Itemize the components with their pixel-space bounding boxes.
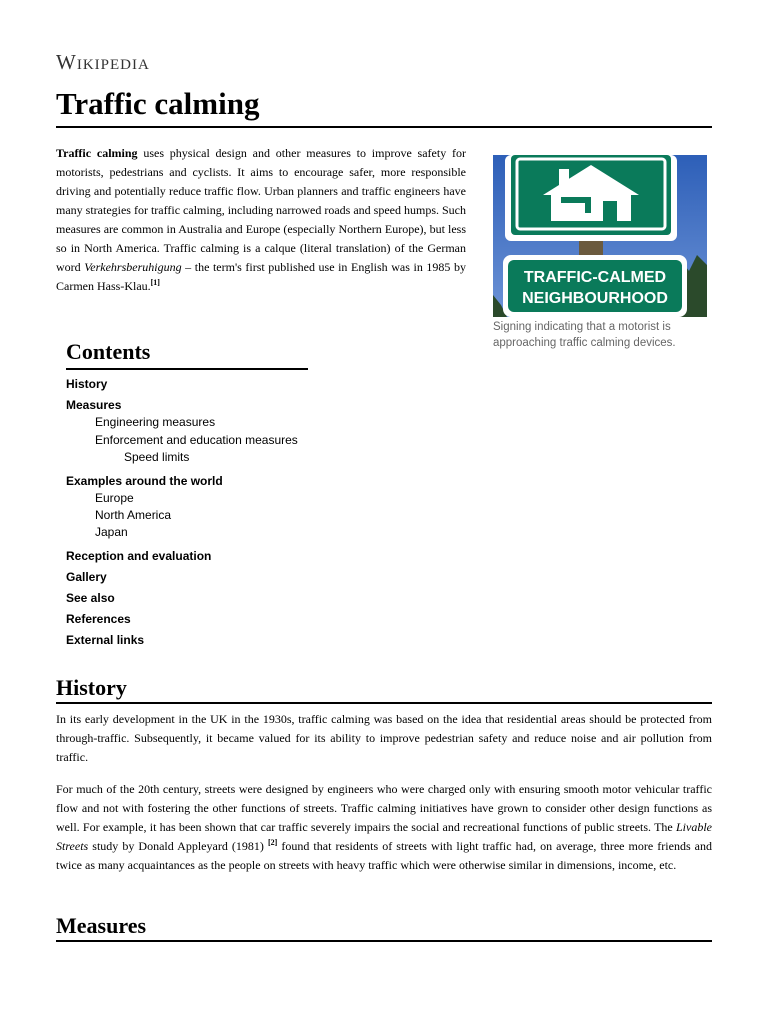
- toc-item-gallery[interactable]: Gallery: [66, 570, 107, 584]
- toc-item-measures[interactable]: Measures: [66, 398, 122, 412]
- reference-link-1[interactable]: [1]: [150, 278, 160, 287]
- history-p2-text-b: study by Donald Appleyard (1981): [88, 839, 264, 853]
- traffic-calmed-sign-image[interactable]: [493, 155, 707, 317]
- history-p2-text-c: found that residents of streets with light traffic had, on average, three more friends and twice as many acquaintances as the people on streets with heavy traffic which were otherwise similar in dimensions, income, etc.: [56, 839, 713, 872]
- toc-item-europe[interactable]: Europe: [95, 491, 134, 505]
- toc-item-examples[interactable]: Examples around the world: [66, 474, 223, 488]
- wikipedia-wordmark[interactable]: Wikipedia: [56, 50, 150, 74]
- history-p2-text-a: For much of the 20th century, streets were designed by engineers who were charged only with ensuring smooth motor vehicular traffic flow and not with fostering the other functions of streets. Traffic calming initiatives have grown to consider other design functions as well. For example, it has been shown that car traffic severely impairs the social and recreational functions of public streets. The: [56, 782, 712, 834]
- intro-text-a: uses physical design and other measures to improve safety for motorists, pedestrians and cyclists. It aims to encourage safer, more responsible driving and potentially reduce traffic flow. Urban planners and traffic engineers have many strategies for traffic calming, including narrowed roads and speed humps. Such measures are common in Australia and Europe (especially Northern Europe), but less so in North America. Traffic calming is a calque (literal translation) of the German word: [56, 146, 466, 274]
- toc-item-japan[interactable]: Japan: [95, 525, 128, 539]
- intro-paragraph: [56, 144, 466, 296]
- history-divider: [56, 702, 712, 704]
- toc-item-see-also[interactable]: See also: [66, 591, 115, 605]
- intro-bold-term: Traffic calming: [56, 146, 138, 160]
- intro-italic-term: Verkehrsberuhigung: [84, 260, 182, 274]
- measures-divider: [56, 940, 712, 942]
- toc-item-speed-limits[interactable]: Speed limits: [124, 450, 190, 464]
- table-of-contents: [66, 338, 308, 649]
- toc-item-external-links[interactable]: External links: [66, 633, 145, 647]
- measures-heading: Measures: [56, 913, 147, 938]
- title-divider: [56, 126, 712, 128]
- figure-caption: Signing indicating that a motorist is approaching traffic calming devices.: [493, 321, 676, 349]
- toc-divider: [66, 368, 308, 370]
- toc-title: Contents: [66, 339, 151, 364]
- toc-item-history[interactable]: History: [66, 377, 108, 391]
- toc-item-engineering-measures[interactable]: Engineering measures: [95, 415, 216, 429]
- history-paragraph-1: In its early development in the UK in the 1930s, traffic calming was based on the idea that residential areas should be protected from through-traffic. Subsequently, it became valued for its ability to improve pedestrian safety and reduce noise and air pollution from traffic.: [56, 712, 712, 764]
- intro-text-b: – the term's first published use in English was in 1985 by Carmen Hass-Klau.: [56, 260, 466, 293]
- page-title: Traffic calming: [56, 86, 260, 121]
- sign-text-line2: NEIGHBOURHOOD: [522, 290, 668, 307]
- toc-item-reception[interactable]: Reception and evaluation: [66, 549, 212, 563]
- lead-figure: [493, 155, 707, 351]
- toc-item-enforcement-education[interactable]: Enforcement and education measures: [95, 433, 298, 447]
- sign-text-line1: TRAFFIC-CALMED: [523, 269, 667, 286]
- history-heading: History: [56, 675, 127, 700]
- toc-item-references[interactable]: References: [66, 612, 131, 626]
- reference-link-2[interactable]: [2]: [267, 838, 278, 847]
- livable-streets-title: Livable Streets: [56, 820, 712, 853]
- toc-item-north-america[interactable]: North America: [95, 508, 172, 522]
- history-paragraph-2: [56, 780, 712, 875]
